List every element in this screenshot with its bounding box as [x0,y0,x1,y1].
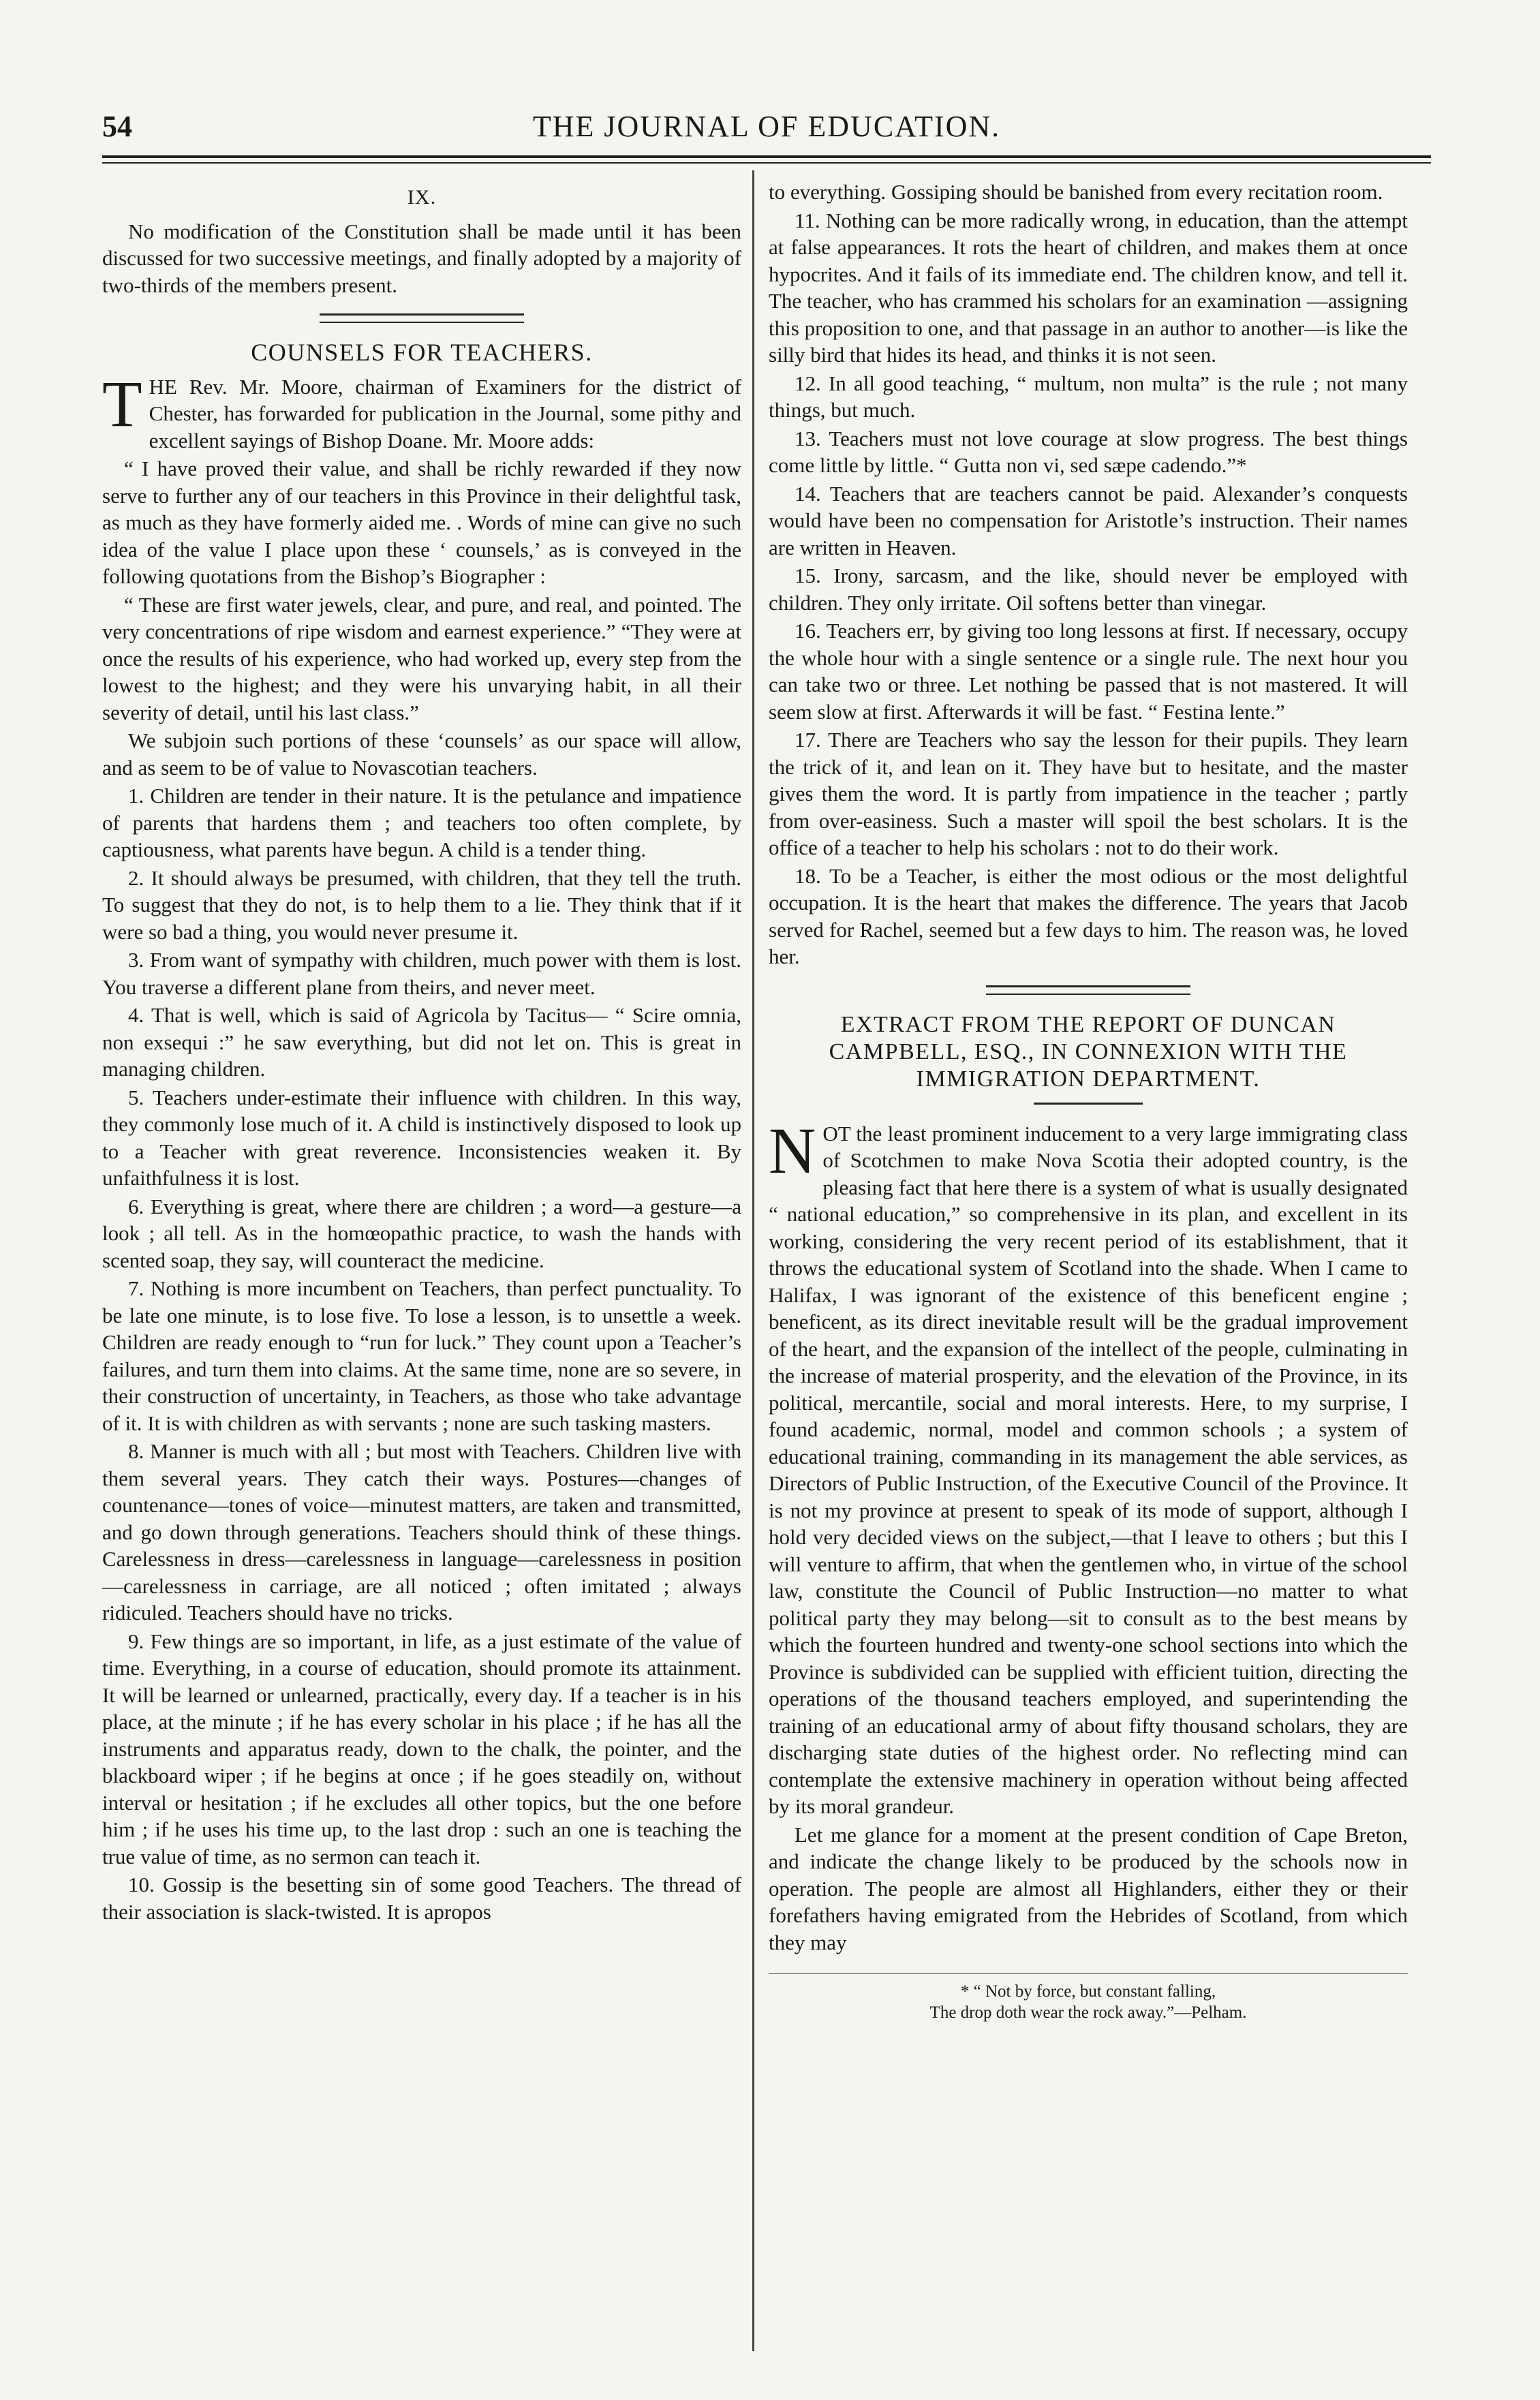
counsels-heading: COUNSELS FOR TEACHERS. [251,339,593,366]
dropcap-n: N [769,1113,816,1187]
counsel-8: 8. Manner is much with all ; but most with Teachers. Children live with them several years. They catch their ways. Postures—changes of countenance—tones of voice—minutest matters, are taken and transmitted, and go down through generations. Teachers should think of these things. Carelessness in dress—carelessness in language—carelessness in position—carelessness in carriage, are all noticed ; often imitated ; always ridiculed. Teachers should have no tricks. [102,1439,741,1625]
intro-paragraph [102,367,741,455]
counsel-12: 12. In all good teaching, “ multum, non multa” is the rule ; not many things, but much. [769,371,1408,422]
section-number: IX. [407,186,437,209]
ix-paragraph: No modification of the Constitution shall be made until it has been discussed for two successive meetings, and finally adopted by a majority of two-thirds of the members present. [102,219,741,297]
extract-paragraph-1 [769,1113,1408,1820]
section-separator [986,985,1190,995]
counsel-17: 17. There are Teachers who say the lesson for their pupils. They learn the trick of it, and lean on it. They have but to hesitate, and the master gives them the word. It is partly from impatience in the teacher ; partly from over-easiness. Such a master will spoil the best scholars. It is the office of a teacher to help his scholars : not to do their work. [769,728,1408,859]
extract-heading: EXTRACT FROM THE REPORT OF DUNCAN CAMPBELL, ESQ., IN CONNEXION WITH THE IMMIGRATION DEPARTMENT. [829,1011,1348,1092]
counsel-6: 6. Everything is great, where there are children ; a word—a gesture—a look ; all tell. As in the homœopathic practice, to wash the hands with scented soap, they say, will counteract the medicine. [102,1194,741,1272]
counsel-2: 2. It should always be presumed, with children, that they tell the truth. To suggest that they do not, is to help them to a lie. They think that if it were so bad a thing, you would never presume it. [102,865,741,944]
footnote-line-1: * “ Not by force, but constant falling, [960,1982,1216,2001]
footnote-line-2: The drop doth wear the rock away.”—Pelham. [929,2003,1247,2022]
extract-text-1: OT the least prominent inducement to a very large immigrating class of Scotchmen to make Nova Scotia their adopted country, is the pleasing fact that here there is a system of what is usually designated “ national education,” so comprehensive in its plan, and excellent in its working, considering the very recent period of its establishment, that it throws the educational system of Scotland into the shade. When I came to Halifax, I was ignorant of the existence of this beneficent engine ; beneficent, as its direct inevitable result will be the gradual improvement of the heart, and the expansion of the intellect of the people, culminating in the increase of material prosperity, and the elevation of the Province, in its political, mercantile, social and moral interests. Here, to my surprise, I found academic, normal, model and common schools ; a system of educational training, commanding in its management the able services, as Directors of Public Instruction, of the Executive Council of the Province. It is not my province at present to speak of its mode of support, although I hold very decided views on the subject,—that I leave to others ; but this I will venture to affirm, that when the gentlemen who, in virtue of the school law, constitute the Council of Public Instruction—no matter to what political party they may belong—sit to consult as to the best means by which the fourteen hundred and twenty-one school sections into which the Province is subdivided can be supplied with efficient tuition, directing the operations of the thousand teachers employed, and superintending the training of an educational army of about fifty thousand scholars, they are discharging state duties of the highest order. No reflecting mind can contemplate the extensive machinery in operation without being affected by its moral grandeur. [769,1121,1408,1818]
left-column [102,179,741,1926]
footnote [769,1973,1408,2023]
quote-paragraph-1: “ I have proved their value, and shall be richly rewarded if they now serve to further any of our teachers in this Province in their delightful task, as much as they have formerly aided me. . Words of mine can give no such idea of the value I place upon these ‘ counsels,’ as is conveyed in the following quotations from the Bishop’s Biographer : [102,457,741,588]
counsel-15: 15. Irony, sarcasm, and the like, should never be employed with children. They only irritate. Oil softens better than vinegar. [769,564,1408,615]
heading-rule [1034,1103,1143,1108]
extract-paragraph-2: Let me glance for a moment at the present condition of Cape Breton, and indicate the change likely to be produced by the schools now in operation. The people are almost all Highlanders, either they or their forefathers having emigrated from the Hebrides of Scotland, from which they may [769,1822,1408,1954]
page-number: 54 [102,110,132,143]
page-header [102,109,1431,150]
header-rule [102,155,1431,164]
counsel-11: 11. Nothing can be more radically wrong, in education, than the attempt at false appearances. It rots the heart of children, and makes them at once hypocrites. And it fails of its immediate end. The children know, and tell it. The teacher, who has crammed his scholars for an examination —assigning this proposition to one, and that passage in an author to another—is like the silly bird that hides its head, and thinks it is not seen. [769,208,1408,367]
column-divider [752,170,754,2351]
counsel-16: 16. Teachers err, by giving too long lessons at first. If necessary, occupy the whole hour with a single sentence or a single rule. The next hour you can take two or three. Let nothing be passed that is not mastered. It will seem slow at first. Afterwards it will be fast. “ Festina lente.” [769,619,1408,724]
journal-title: THE JOURNAL OF EDUCATION. [532,110,1001,143]
counsel-10-continued: to everything. Gossiping should be banished from every recitation room. [769,180,1383,204]
counsel-7: 7. Nothing is more incumbent on Teachers, than perfect punctuality. To be late one minute, is to lose five. To lose a lesson, is to unsettle a week. Children are ready enough to “run for luck.” They count upon a Teacher’s failures, and turn them into claims. At the same time, none are so severe, in their construction of uncertainty, in Teachers, as those who take advantage of it. It is with children as with servants ; none are such tasking masters. [102,1276,741,1435]
counsel-18: 18. To be a Teacher, is either the most odious or the most delightful occupation. It is the heart that makes the difference. The years that Jacob served for Rachel, seemed but a few days to him. The reason was, he loved her. [769,863,1408,968]
intro-text: HE Rev. Mr. Moore, chairman of Examiners for the district of Chester, has forwarded for publication in the Journal, some pithy and excellent sayings of Bishop Doane. Mr. Moore adds: [149,374,741,452]
counsel-14: 14. Teachers that are teachers cannot be paid. Alexander’s conquests would have been no compensation for Aristotle’s instruction. Their names are written in Heaven. [769,481,1408,559]
counsel-13: 13. Teachers must not love courage at slow progress. The best things come little by little. “ Gutta non vi, sed sæpe cadendo.”* [769,426,1408,477]
counsel-5: 5. Teachers under-estimate their influence with children. In this way, they commonly lose much of it. A child is instinctively disposed to look up to a Teacher with great reverence. Inconsistencies weaken it. By unfaithfulness it is lost. [102,1085,741,1190]
counsel-4: 4. That is well, which is said of Agricola by Tacitus— “ Scire omnia, non exsequi :” he saw everything, but did not let on. This is great in managing children. [102,1003,741,1081]
subjoin-paragraph: We subjoin such portions of these ‘counsels’ as our space will allow, and as seem to be of value to Novascotian teachers. [102,728,741,780]
dropcap-t: T [102,367,142,440]
counsel-3: 3. From want of sympathy with children, much power with them is lost. You traverse a different plane from theirs, and never meet. [102,948,741,999]
counsel-9: 9. Few things are so important, in life, as a just estimate of the value of time. Everything, in a course of education, should promote its attainment. It will be learned or unlearned, practically, every day. If a teacher is in his place, at the minute ; if he has every scholar in his place ; if he has all the instruments and apparatus ready, down to the chalk, the pointer, and the blackboard wiper ; if he begins at once ; if he goes steadily on, without interval or hesitation ; if he excludes all other topics, but the one before him ; if he uses his time up, to the last drop : such an one is teaching the true value of time, as no sermon can teach it. [102,1629,741,1868]
counsel-1: 1. Children are tender in their nature. It is the petulance and impatience of parents that hardens them ; and teachers too often complete, by captiousness, what parents have begun. A child is a tender thing. [102,784,741,861]
section-separator [320,313,524,323]
counsel-10: 10. Gossip is the besetting sin of some good Teachers. The thread of their association is slack-twisted. It is apropos [102,1873,741,1924]
quotation [102,455,741,726]
right-column [769,179,1408,2023]
quote-paragraph-2: “ These are first water jewels, clear, and pure, and real, and pointed. The very concentrations of ripe wisdom and earnest experience.” “They were at once the results of his experience, who had worked up, every step from the lowest to the highest; and they were his unvarying habit, in all their severity of detail, until his last class.” [102,592,741,724]
